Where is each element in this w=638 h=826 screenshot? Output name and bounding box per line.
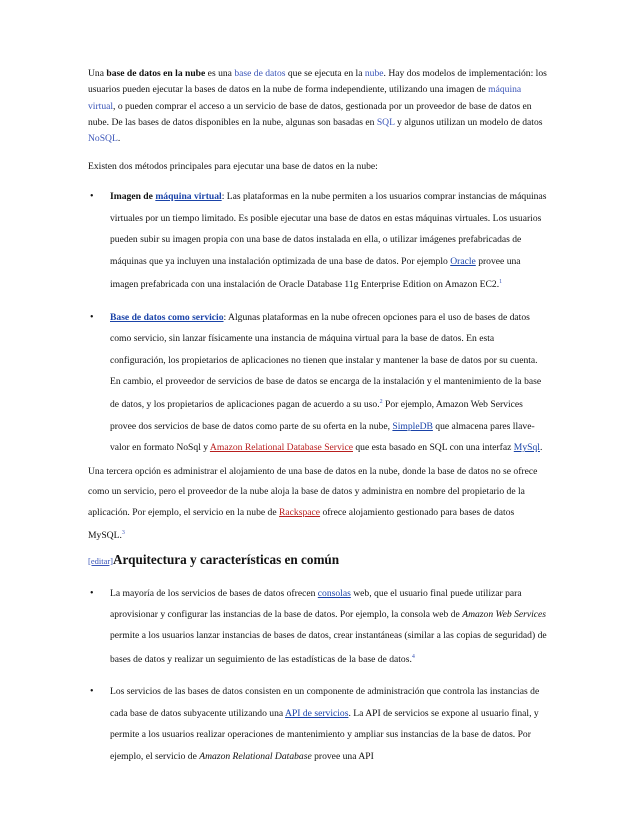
term-bold: base de datos en la nube [106, 68, 206, 79]
ref-2[interactable]: 2 [379, 399, 383, 406]
list-item-api: • Los servicios de las bases de datos consisten en un componente de administración que controla las instancias de cada base de datos subyacente utilizando una API de servicios. La API de servicios se expone al usuario final, y permite a los usuarios realizar operaciones de mantenimiento y ampliar sus instancias de la base de datos. Por ejemplo, el servicio de Amazon Relational Database provee una API [88, 681, 550, 767]
link-nosql[interactable]: NoSQL [88, 133, 118, 145]
intro-paragraph: Una base de datos en la nube es una base de datos que se ejecuta en la nube. Hay dos modelos de implementación: los usuarios pueden ejecutar la bases de datos en la nube de forma independiente, utilizando una imagen de máquina virtual, o pueden comprar el acceso a un servicio de base de datos, gestionada por un proveedor de base de datos en nube. De las bases de datos disponibles en la nube, algunas son basadas en SQL y algunos utilizan un modelo de datos NoSQL. [88, 68, 547, 145]
link-oracle[interactable]: Oracle [450, 255, 476, 267]
methods-lead: Existen dos métodos principales para ejecutar una base de datos en la nube: [88, 161, 378, 173]
bullet-icon: • [90, 191, 94, 203]
link-sql[interactable]: SQL [376, 116, 395, 128]
document-page [88, 66, 550, 767]
bullet-icon: • [90, 587, 94, 599]
list-item-consoles: • La mayoría de los servicios de bases de datos ofrecen consolas web, que el usuario final puede utilizar para aprovisionar y configurar las instancias de la base de datos. Por ejemplo, la consola web de Amazon Web Services permite a los usuarios lanzar instancias de bases de datos, crear instantáneas (similar a las copias de seguridad) de bases de datos y realizar un seguimiento de las estadísticas de la base de datos.$^4$ [88, 583, 550, 671]
ref-3[interactable]: 3 [121, 529, 125, 536]
third-option-paragraph: Una tercera opción es administrar el alojamiento de una base de datos en la nube, donde la base de datos no se ofrece como un servicio, pero el proveedor de la nube aloja la base de datos y administra en nombre del propietario de la aplicación. Por ejemplo, el servicio en la nube de Rackspace ofrece alojamiento gestionado para bases de datos MySQL.$^3$ [88, 465, 538, 542]
link-base-de-datos[interactable]: base de datos [234, 68, 286, 79]
list-item-vm: • Imagen de máquina virtual: Las plataformas en la nube permiten a los usuarios comprar instancias de máquinas virtuales por un tiempo limitado. Es posible ejecutar una base de datos en estas máquinas virtuales. Los usuarios pueden subir su imagen propia con una base de datos instalada en ella, o utilizar imágenes prefabricadas de máquinas que ya incluyen una instalación optimizada de una base de datos. Por ejemplo Oracle provee una imagen prefabricada con una instalación de Oracle Database 11g Enterprise Edition on Amazon EC2.$^1$ [88, 186, 550, 295]
link-mysql[interactable]: MySql [513, 442, 540, 454]
link-nube[interactable]: nube [364, 68, 384, 79]
methods-list [88, 186, 550, 458]
link-simpledb[interactable]: SimpleDB [392, 420, 433, 432]
section-heading [88, 551, 550, 570]
section-title: Arquitectura y características en común [113, 551, 340, 567]
list-item-service: • Base de datos como servicio: Algunas plataformas en la nube ofrecen opciones para el uso de bases de datos como servicio, sin lanzar físicamente una instancia de máquina virtual para la base de datos. En esta configuración, los propietarios de aplicaciones no tienen que instalar y mantener la base de datos por su cuenta. En cambio, el proveedor de servicios de base de datos se encarga de la instalación y el mantenimiento de la base de datos, y los propietarios de aplicaciones pagan de acuerdo a su uso.$^2$ Por ejemplo, Amazon Web Services provee dos servicios de base de datos como parte de su oferta en la nube, SimpleDB que almacena pares llave-valor en formato NoSql y Amazon Relational Database Service que esta basado en SQL con una interfaz MySql. [88, 307, 550, 459]
link-api-servicios[interactable]: API de servicios [285, 707, 349, 719]
ref-4[interactable]: 4 [411, 653, 415, 660]
link-consolas[interactable]: consolas [317, 587, 351, 599]
link-base-datos-servicio[interactable]: Base de datos como servicio [110, 311, 224, 323]
bullet-icon: • [90, 311, 94, 323]
link-rackspace[interactable]: Rackspace [279, 506, 321, 518]
link-amazon-rds[interactable]: Amazon Relational Database Service [209, 442, 353, 454]
edit-link[interactable]: [editar] [88, 555, 114, 566]
link-maquina-virtual-bold[interactable]: máquina virtual [155, 191, 222, 203]
link-maquina-virtual[interactable]: máquina virtual [88, 84, 522, 112]
bullet-icon: • [90, 686, 94, 698]
ref-1[interactable]: 1 [499, 279, 503, 286]
features-list [88, 583, 550, 767]
